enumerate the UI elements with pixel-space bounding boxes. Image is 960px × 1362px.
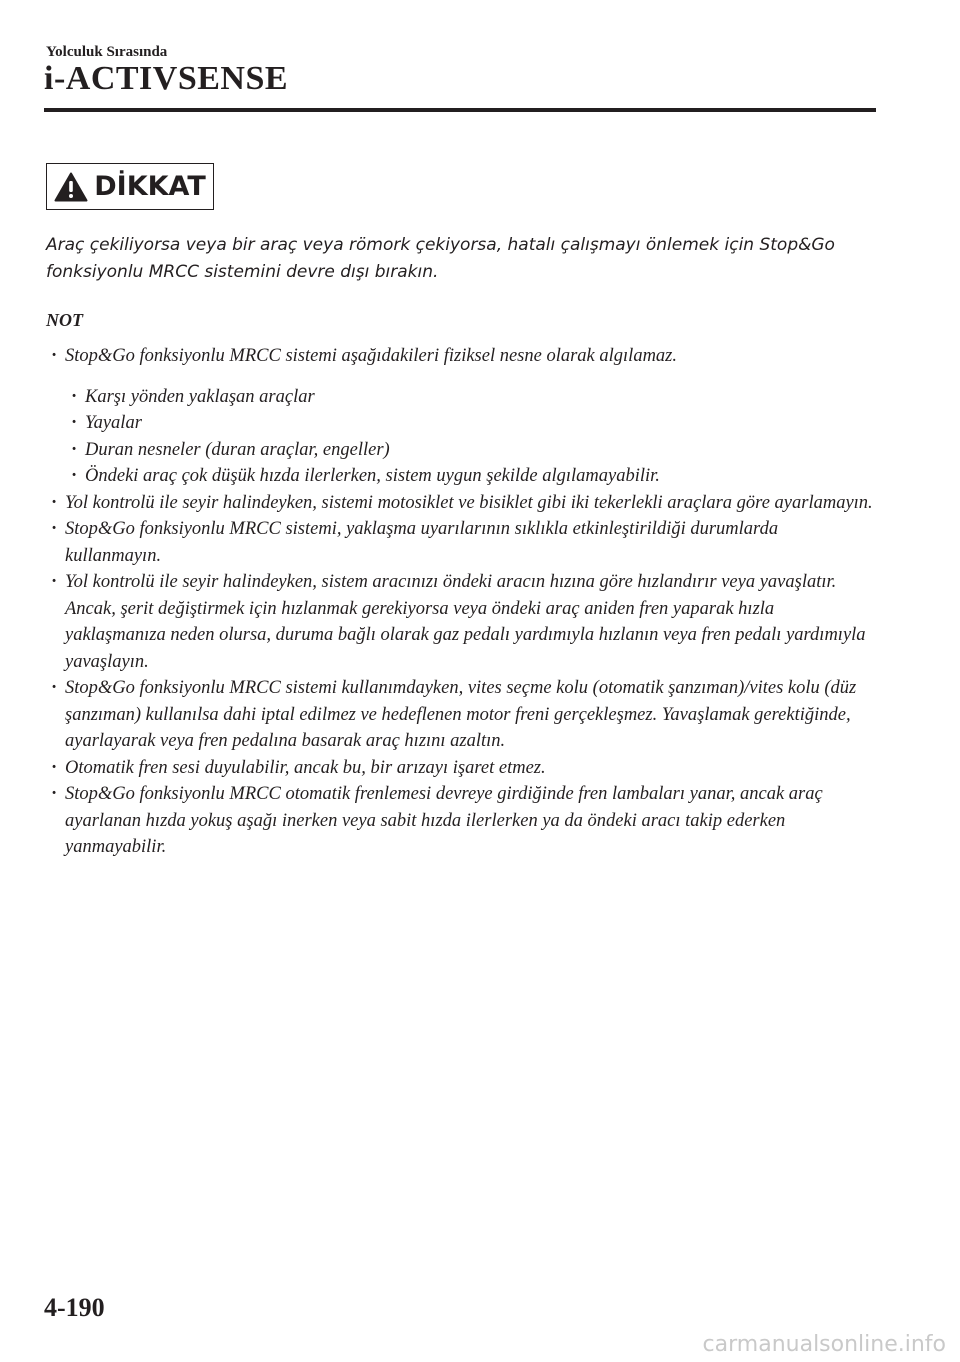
- note-subitem: · Yayalar: [48, 410, 878, 437]
- title-rule: [44, 108, 876, 112]
- note-item: · Stop&Go fonksiyonlu MRCC sistemi kullanımdayken, vites seçme kolu (otomatik şanzıman)/vites kolu (düz şanzıman) kullanılsa dahi iptal edilmez ve hedeflenen motor freni gerçekleşmez. Yavaşlamak gerektiğinde, ayarlayarak veya fren pedalına basarak araç hızını azaltın.: [48, 675, 878, 755]
- note-heading: NOT: [46, 310, 83, 330]
- note-item: · Stop&Go fonksiyonlu MRCC otomatik frenlemesi devreye girdiğinde fren lambaları yanar, ancak araç ayarlanan hızda yokuş aşağı inerken veya sabit hızda ilerlerken ya da öndeki aracı takip ederken yanmayabilir.: [48, 781, 878, 861]
- note-item: · Stop&Go fonksiyonlu MRCC sistemi aşağıdakileri fiziksel nesne olarak algılamaz.: [48, 343, 878, 370]
- section-label: Yolculuk Sırasında: [46, 44, 168, 60]
- caution-text: Araç çekiliyorsa veya bir araç veya römork çekiyorsa, hatalı çalışmayı önlemek için Stop&Go fonksiyonlu MRCC sistemini devre dışı bırakın.: [46, 235, 835, 282]
- note-item: · Stop&Go fonksiyonlu MRCC sistemi, yaklaşma uyarılarının sıklıkla etkinleştirildiği durumlarda kullanmayın.: [48, 516, 878, 569]
- note-item: · Otomatik fren sesi duyulabilir, ancak bu, bir arızayı işaret etmez.: [48, 755, 878, 782]
- chapter-title: i-ACTIVSENSE: [44, 60, 289, 97]
- note-item: · Yol kontrolü ile seyir halindeyken, sistemi motosiklet ve bisiklet gibi iki tekerlekli araçlara göre ayarlamayın.: [48, 490, 878, 517]
- page-number: 4-190: [44, 1293, 105, 1322]
- caution-label: DİKKAT: [94, 171, 206, 202]
- watermark: carmanualsonline.info: [702, 1332, 946, 1357]
- note-subitem: · Karşı yönden yaklaşan araçlar: [48, 384, 878, 411]
- caution-box: [46, 163, 214, 210]
- note-subitem: · Duran nesneler (duran araçlar, engeller): [48, 437, 878, 464]
- warning-triangle-icon: [54, 172, 88, 202]
- note-list: [48, 343, 878, 861]
- note-subitem: · Öndeki araç çok düşük hızda ilerlerken, sistem uygun şekilde algılamayabilir.: [48, 463, 878, 490]
- note-item: · Yol kontrolü ile seyir halindeyken, sistem aracınızı öndeki aracın hızına göre hızlandırır veya yavaşlatır. Ancak, şerit değiştirmek için hızlanmak gerekiyorsa veya öndeki araç aniden fren yaparak hızla yaklaşmanıza neden olursa, duruma bağlı olarak gaz pedalı yardımıyla hızlanın veya fren pedalı yardımıyla yavaşlayın.: [48, 569, 878, 675]
